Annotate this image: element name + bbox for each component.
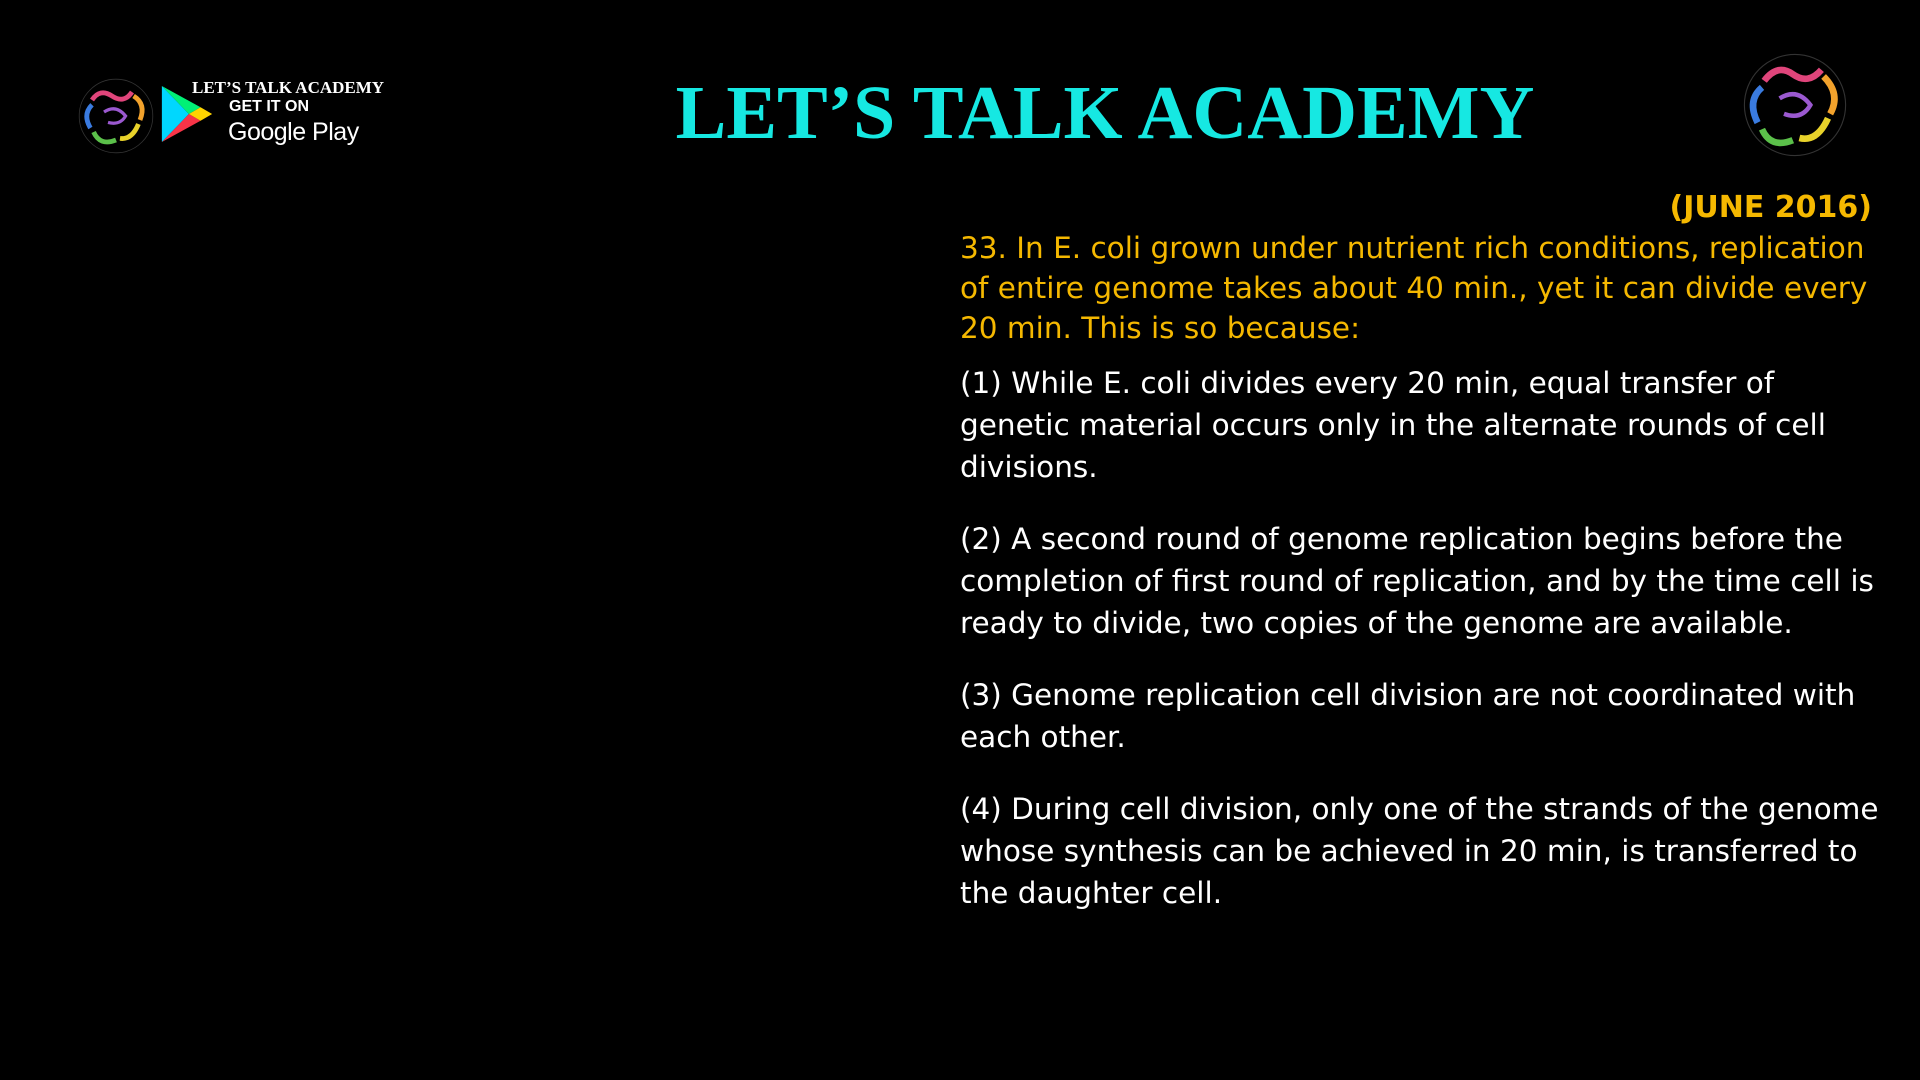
page-title: LET’S TALK ACADEMY [675, 71, 1535, 155]
badge-academy-label: LET’S TALK ACADEMY [192, 78, 385, 97]
options-list [960, 362, 1880, 944]
option-3[interactable]: (3) Genome replication cell division are not coordinated with each other. [960, 678, 1856, 754]
exam-year-tag: (JUNE 2016) [1669, 190, 1872, 225]
badge-store-label[interactable]: Google Play [228, 118, 359, 146]
protein-ribbon-logo-icon [1740, 50, 1850, 160]
option-2[interactable]: (2) A second round of genome replication begins before the completion of first round of replication, and by the time cell is ready to divide, two copies of the genome are available. [960, 522, 1874, 640]
question-text: 33. In E. coli grown under nutrient rich conditions, replication of entire genome takes about 40 min., yet it can divide every 20 min. This is so because: [960, 231, 1868, 345]
option-4[interactable]: (4) During cell division, only one of the strands of the genome whose synthesis can be achieved in 20 min, is transferred to the daughter cell. [960, 792, 1879, 910]
option-1[interactable]: (1) While E. coli divides every 20 min, equal transfer of genetic material occurs only in the alternate rounds of cell divisions. [960, 366, 1826, 484]
badge-get-it-on-label: GET IT ON [229, 98, 309, 115]
